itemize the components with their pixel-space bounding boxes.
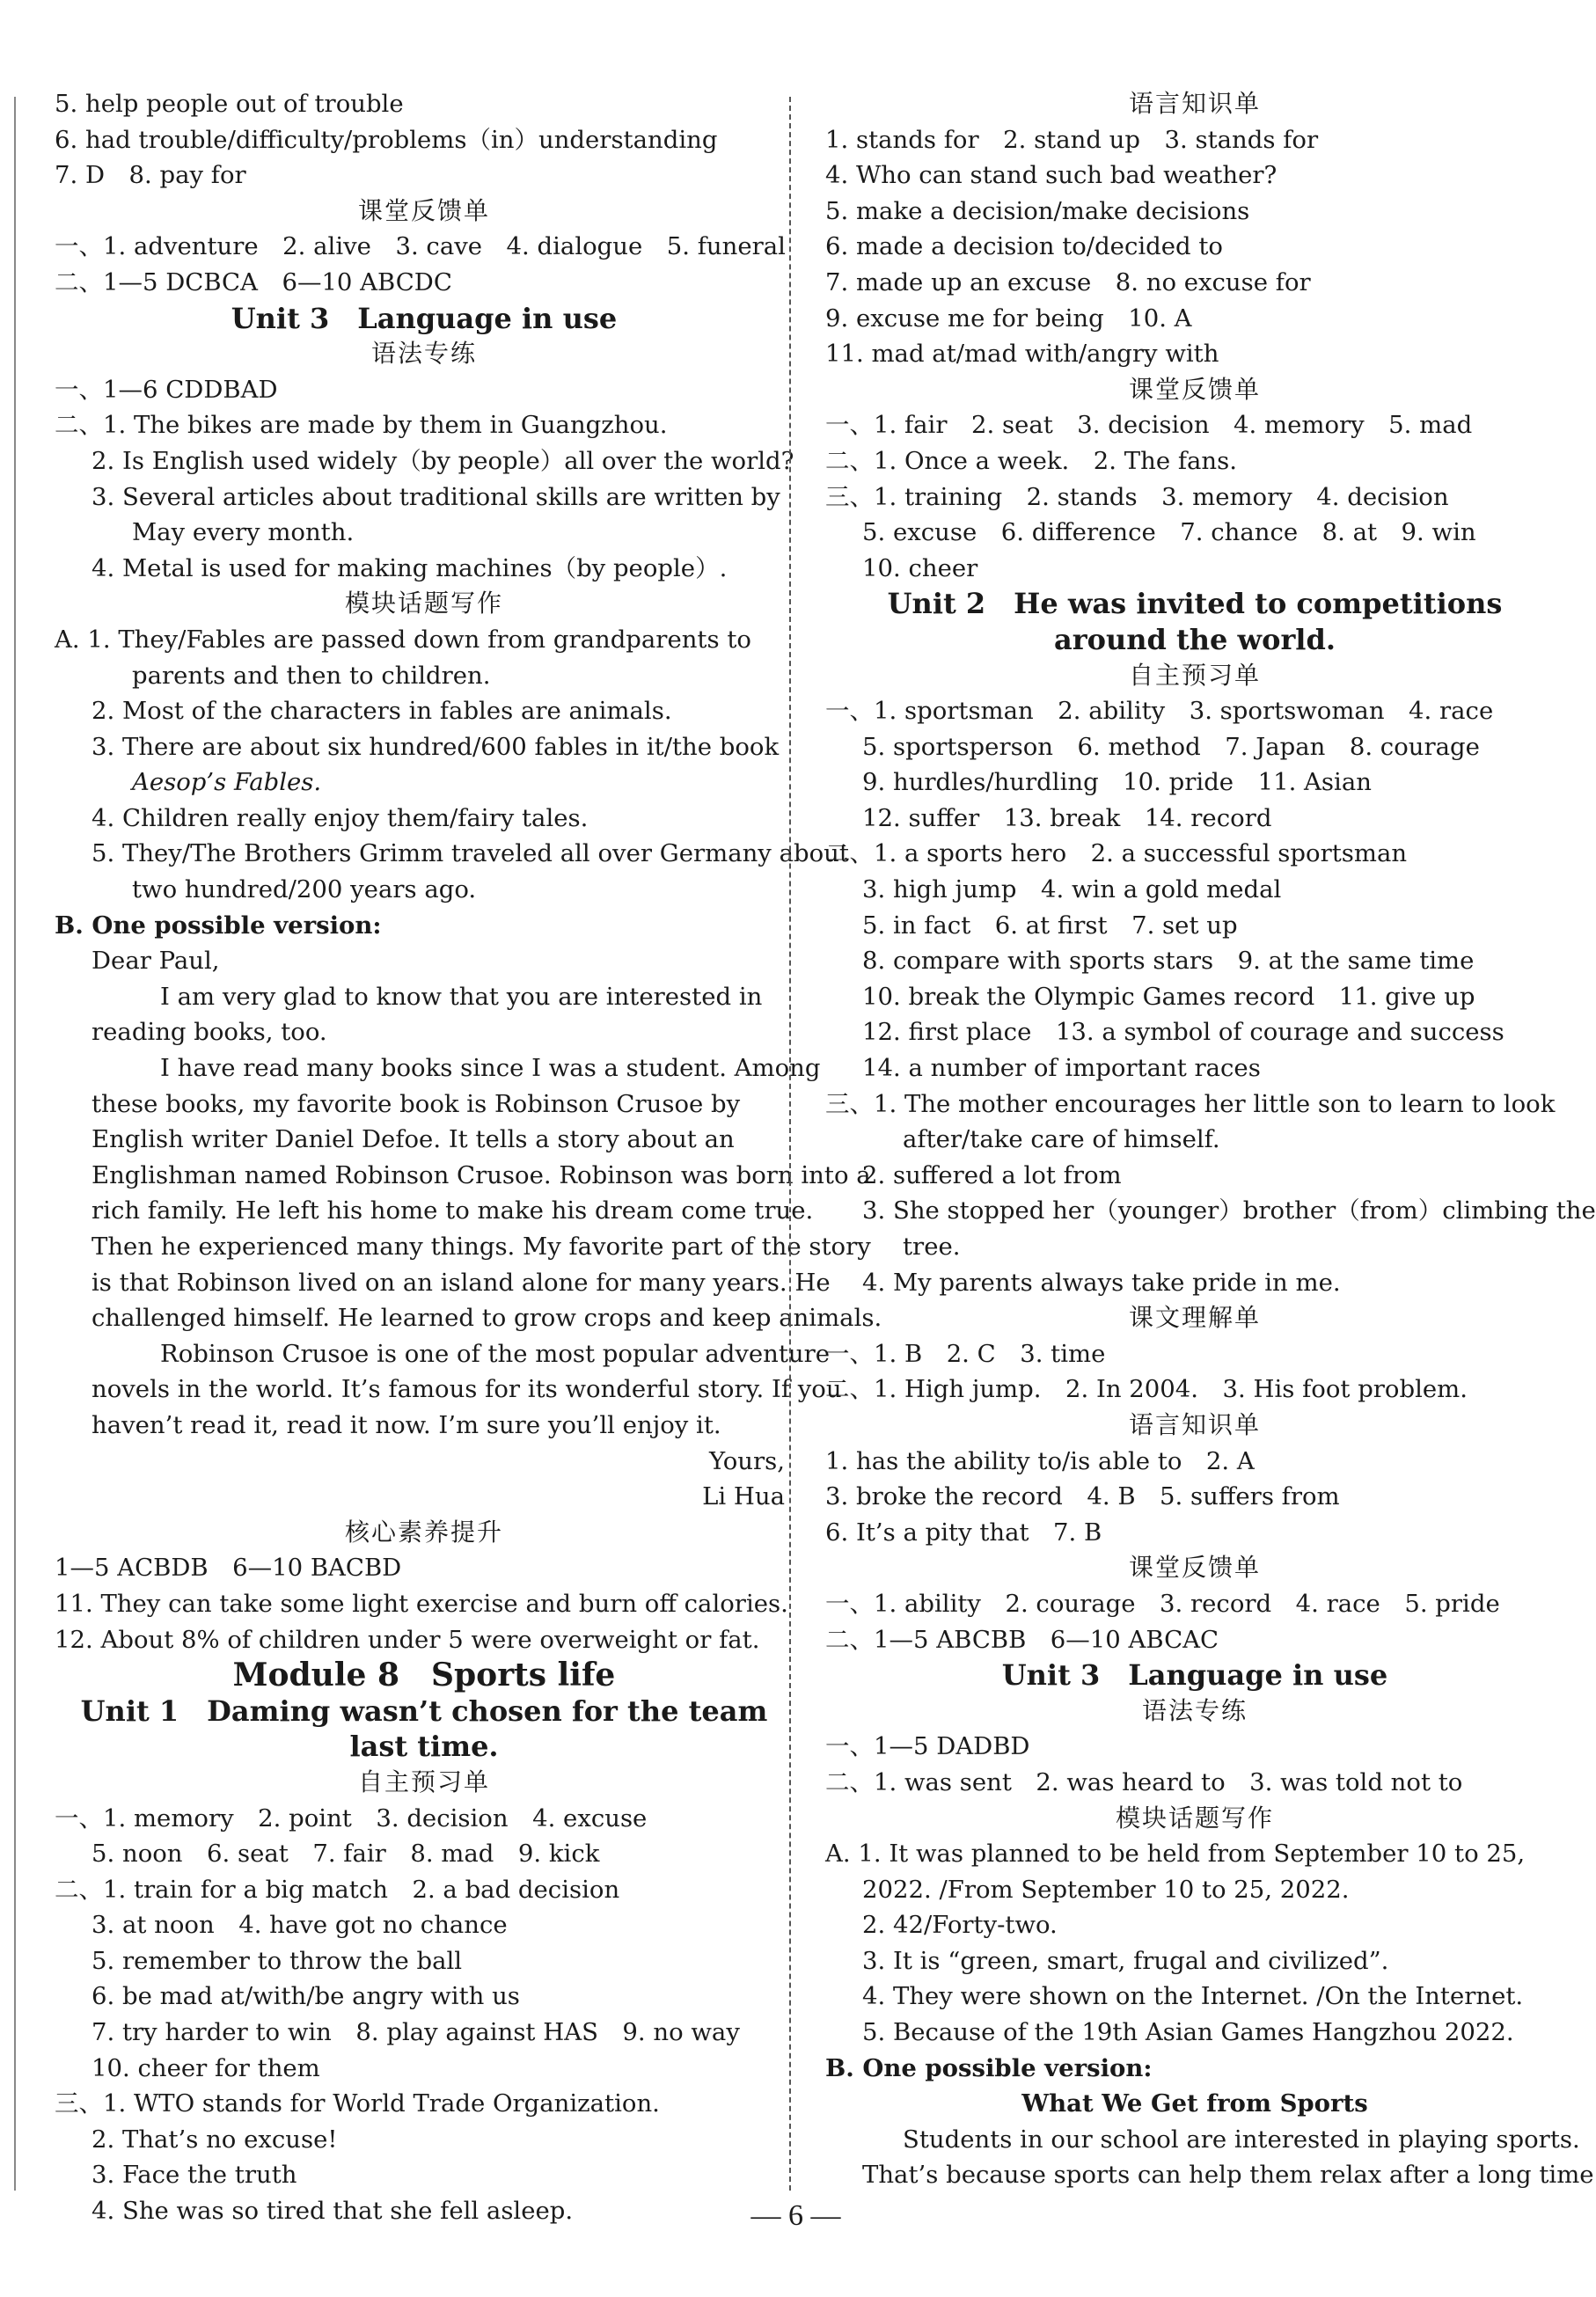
answer-line: 二、1. High jump. 2. In 2004. 3. His foot problem. bbox=[825, 1375, 1468, 1404]
answer-line: 5. Because of the 19th Asian Games Hangzhou 2022. bbox=[862, 2018, 1514, 2047]
answer-line: 3. broke the record 4. B 5. suffers from bbox=[825, 1482, 1340, 1511]
answer-line: 4. Who can stand such bad weather? bbox=[825, 161, 1278, 190]
answer-line: 5. make a decision/make decisions bbox=[825, 196, 1250, 225]
section-heading: 模块话题写作 bbox=[1115, 1803, 1274, 1832]
answer-line: 二、1. a sports hero 2. a successful sportsman bbox=[825, 839, 1408, 868]
answer-line: 3. There are about six hundred/600 fables in it/the book bbox=[92, 732, 780, 761]
answer-line: 12. suffer 13. break 14. record bbox=[862, 803, 1272, 832]
left-column bbox=[55, 86, 882, 2229]
answer-line: 一、1. B 2. C 3. time bbox=[825, 1339, 1106, 1368]
answer-line: after/take care of himself. bbox=[903, 1125, 1220, 1154]
answer-line: That’s because sports can help them relax after a long time bbox=[862, 2161, 1594, 2190]
answer-line: 1. stands for 2. stand up 3. stands for bbox=[825, 125, 1319, 154]
answer-line: 2. That’s no excuse! bbox=[92, 2125, 338, 2154]
right-column bbox=[825, 86, 1596, 2193]
answer-line: 一、1. sportsman 2. ability 3. sportswoman 4. race bbox=[825, 697, 1494, 726]
answer-line: 9. hurdles/hurdling 10. pride 11. Asian bbox=[862, 768, 1372, 797]
answer-line: 3. at noon 4. have got no chance bbox=[92, 1911, 508, 1940]
answer-line: Yours, bbox=[708, 1446, 785, 1475]
section-heading: 课堂反馈单 bbox=[1128, 1553, 1261, 1583]
answer-line: 1. has the ability to/is able to 2. A bbox=[825, 1446, 1255, 1475]
page-number: — 6 — bbox=[750, 2199, 841, 2232]
answer-line: parents and then to children. bbox=[132, 661, 491, 690]
answer-line: B. One possible version: bbox=[825, 2053, 1153, 2082]
answer-line: is that Robinson lived on an island alone for many years. He bbox=[92, 1268, 831, 1297]
section-heading: around the world. bbox=[1054, 622, 1336, 656]
answer-line: Robinson Crusoe is one of the most popular adventure bbox=[160, 1339, 831, 1368]
answer-line: Then he experienced many things. My favorite part of the story bbox=[92, 1233, 871, 1261]
answer-line: 三、1. training 2. stands 3. memory 4. decision bbox=[825, 482, 1449, 511]
section-heading: Unit 3 Language in use bbox=[231, 301, 618, 335]
section-heading: Module 8 Sports life bbox=[232, 1657, 616, 1694]
column-divider bbox=[789, 97, 791, 2191]
section-heading: 课文理解单 bbox=[1128, 1303, 1261, 1333]
answer-line: 3. Several articles about traditional skills are written by bbox=[92, 482, 780, 511]
answer-line: reading books, too. bbox=[92, 1018, 327, 1047]
answer-line: 2. suffered a lot from bbox=[862, 1160, 1122, 1189]
answer-line: 2. 42/Forty-two. bbox=[862, 1911, 1058, 1940]
answer-line: A. 1. They/Fables are passed down from grandparents to bbox=[55, 625, 751, 654]
answer-line: 5. They/The Brothers Grimm traveled all over Germany about bbox=[92, 839, 849, 868]
answer-line: 11. They can take some light exercise and burn off calories. bbox=[55, 1589, 788, 1618]
answer-line: 5. noon 6. seat 7. fair 8. mad 9. kick bbox=[92, 1840, 600, 1869]
answer-line: 3. high jump 4. win a gold medal bbox=[862, 875, 1282, 904]
answer-line: 10. cheer bbox=[862, 553, 978, 582]
answer-line: Aesop’s Fables. bbox=[132, 768, 322, 797]
answer-line: 12. first place 13. a symbol of courage and success bbox=[862, 1018, 1504, 1047]
section-heading: 模块话题写作 bbox=[344, 589, 503, 618]
answer-line: English writer Daniel Defoe. It tells a story about an bbox=[92, 1125, 735, 1154]
answer-line: 2022. /From September 10 to 25, 2022. bbox=[862, 1875, 1350, 1904]
answer-line: Students in our school are interested in playing sports. bbox=[903, 2125, 1580, 2154]
answer-line: 6. made a decision to/decided to bbox=[825, 232, 1223, 261]
answer-line: 7. try harder to win 8. play against HAS 9. no way bbox=[92, 2018, 740, 2047]
section-heading: 课堂反馈单 bbox=[1128, 374, 1261, 404]
answer-line: 6. be mad at/with/be angry with us bbox=[92, 1982, 520, 2011]
section-heading: 语法专练 bbox=[370, 339, 477, 369]
answer-line: 6. It’s a pity that 7. B bbox=[825, 1518, 1102, 1547]
answer-line: 5. help people out of trouble bbox=[55, 90, 404, 118]
answer-line: 3. It is “green, smart, frugal and civilized”. bbox=[862, 1946, 1389, 1975]
section-heading: 语言知识单 bbox=[1128, 89, 1261, 118]
answer-line: 一、1. memory 2. point 3. decision 4. excuse bbox=[55, 1803, 648, 1832]
answer-line: Dear Paul, bbox=[92, 947, 220, 976]
answer-line: 5. remember to throw the ball bbox=[92, 1946, 463, 1975]
answer-line: 4. She was so tired that she fell asleep. bbox=[92, 2197, 574, 2226]
answer-line: 11. mad at/mad with/angry with bbox=[825, 340, 1219, 369]
answer-line: 一、1—6 CDDBAD bbox=[55, 375, 278, 404]
answer-line: 二、1. train for a big match 2. a bad decision bbox=[55, 1875, 620, 1904]
answer-line: B. One possible version: bbox=[55, 911, 382, 940]
answer-line: 3. She stopped her（younger）brother（from）climbing the bbox=[862, 1196, 1596, 1225]
answer-line: 二、1. was sent 2. was heard to 3. was told not to bbox=[825, 1767, 1463, 1796]
answer-line: 一、1. fair 2. seat 3. decision 4. memory 5. mad bbox=[825, 411, 1473, 440]
section-heading: Unit 1 Daming wasn’t chosen for the team last time. bbox=[80, 1693, 768, 1764]
answer-line: 12. About 8% of children under 5 were overweight or fat. bbox=[55, 1625, 760, 1654]
answer-line: I am very glad to know that you are interested in bbox=[160, 982, 763, 1011]
answer-line: 二、1—5 DCBCA 6—10 ABCDC bbox=[55, 267, 452, 296]
answer-line: novels in the world. It’s famous for its wonderful story. If you bbox=[92, 1375, 842, 1404]
answer-line: 8. compare with sports stars 9. at the same time bbox=[862, 947, 1475, 976]
section-heading: Unit 2 He was invited to competitions bbox=[887, 587, 1503, 621]
left-margin-rule bbox=[14, 97, 16, 2191]
answer-line: rich family. He left his home to make his dream come true. bbox=[92, 1196, 814, 1225]
answer-line: 一、1. ability 2. courage 3. record 4. race 5. pride bbox=[825, 1589, 1500, 1618]
answer-line: two hundred/200 years ago. bbox=[132, 875, 477, 904]
answer-line: 三、1. WTO stands for World Trade Organization. bbox=[55, 2089, 660, 2118]
section-heading: 自主预习单 bbox=[1128, 660, 1261, 690]
section-heading: 语言知识单 bbox=[1128, 1409, 1261, 1439]
answer-line: these books, my favorite book is Robinson Crusoe by bbox=[92, 1089, 741, 1118]
answer-line: 4. My parents always take pride in me. bbox=[862, 1268, 1341, 1297]
answer-line: 1—5 ACBDB 6—10 BACBD bbox=[55, 1554, 402, 1583]
answer-line: 三、1. The mother encourages her little son to learn to look bbox=[825, 1089, 1556, 1118]
answer-line: 2. Is English used widely（by people）all over the world? bbox=[92, 446, 794, 475]
answer-line: 4. Children really enjoy them/fairy tales. bbox=[92, 803, 589, 832]
answer-line: What We Get from Sports bbox=[1021, 2089, 1368, 2118]
answer-line: 10. break the Olympic Games record 11. give up bbox=[862, 982, 1475, 1011]
answer-line: haven’t read it, read it now. I’m sure you’ll enjoy it. bbox=[92, 1410, 721, 1439]
section-heading: 核心素养提升 bbox=[344, 1517, 503, 1547]
answer-line: challenged himself. He learned to grow crops and keep animals. bbox=[92, 1304, 882, 1333]
answer-line: 10. cheer for them bbox=[92, 2053, 320, 2082]
answer-line: 9. excuse me for being 10. A bbox=[825, 304, 1192, 333]
answer-line: 一、1. adventure 2. alive 3. cave 4. dialogue 5. funeral bbox=[55, 232, 786, 261]
answer-line: A. 1. It was planned to be held from September 10 to 25, bbox=[825, 1840, 1526, 1869]
answer-line: 5. in fact 6. at first 7. set up bbox=[862, 911, 1238, 940]
answer-line: 5. sportsperson 6. method 7. Japan 8. courage bbox=[862, 732, 1480, 761]
answer-line: I have read many books since I was a student. Among bbox=[160, 1054, 821, 1083]
answer-line: 5. excuse 6. difference 7. chance 8. at 9. win bbox=[862, 518, 1476, 547]
section-heading: 自主预习单 bbox=[357, 1767, 490, 1796]
section-heading: Unit 3 Language in use bbox=[1001, 1658, 1388, 1693]
answer-line: 4. They were shown on the Internet. /On the Internet. bbox=[862, 1982, 1524, 2011]
answer-line: 二、1—5 ABCBB 6—10 ABCAC bbox=[825, 1625, 1219, 1654]
answer-line: 4. Metal is used for making machines（by people）. bbox=[92, 553, 728, 582]
answer-line: 2. Most of the characters in fables are animals. bbox=[92, 697, 672, 726]
answer-line: 14. a number of important races bbox=[862, 1054, 1261, 1083]
answer-line: Englishman named Robinson Crusoe. Robinson was born into a bbox=[92, 1160, 871, 1189]
section-heading: 语法专练 bbox=[1141, 1695, 1248, 1725]
answer-line: 3. Face the truth bbox=[92, 2161, 297, 2190]
answer-line: May every month. bbox=[132, 518, 355, 547]
answer-line: 7. D 8. pay for bbox=[55, 161, 246, 190]
answer-line: tree. bbox=[903, 1233, 961, 1261]
answer-line: Li Hua bbox=[702, 1482, 785, 1511]
answer-line: 二、1. The bikes are made by them in Guangzhou. bbox=[55, 411, 668, 440]
answer-line: 二、1. Once a week. 2. The fans. bbox=[825, 446, 1237, 475]
section-heading: 课堂反馈单 bbox=[357, 195, 490, 225]
answer-line: 6. had trouble/difficulty/problems（in）understanding bbox=[55, 125, 718, 154]
answer-line: 一、1—5 DADBD bbox=[825, 1732, 1030, 1761]
answer-line: 7. made up an excuse 8. no excuse for bbox=[825, 267, 1311, 296]
